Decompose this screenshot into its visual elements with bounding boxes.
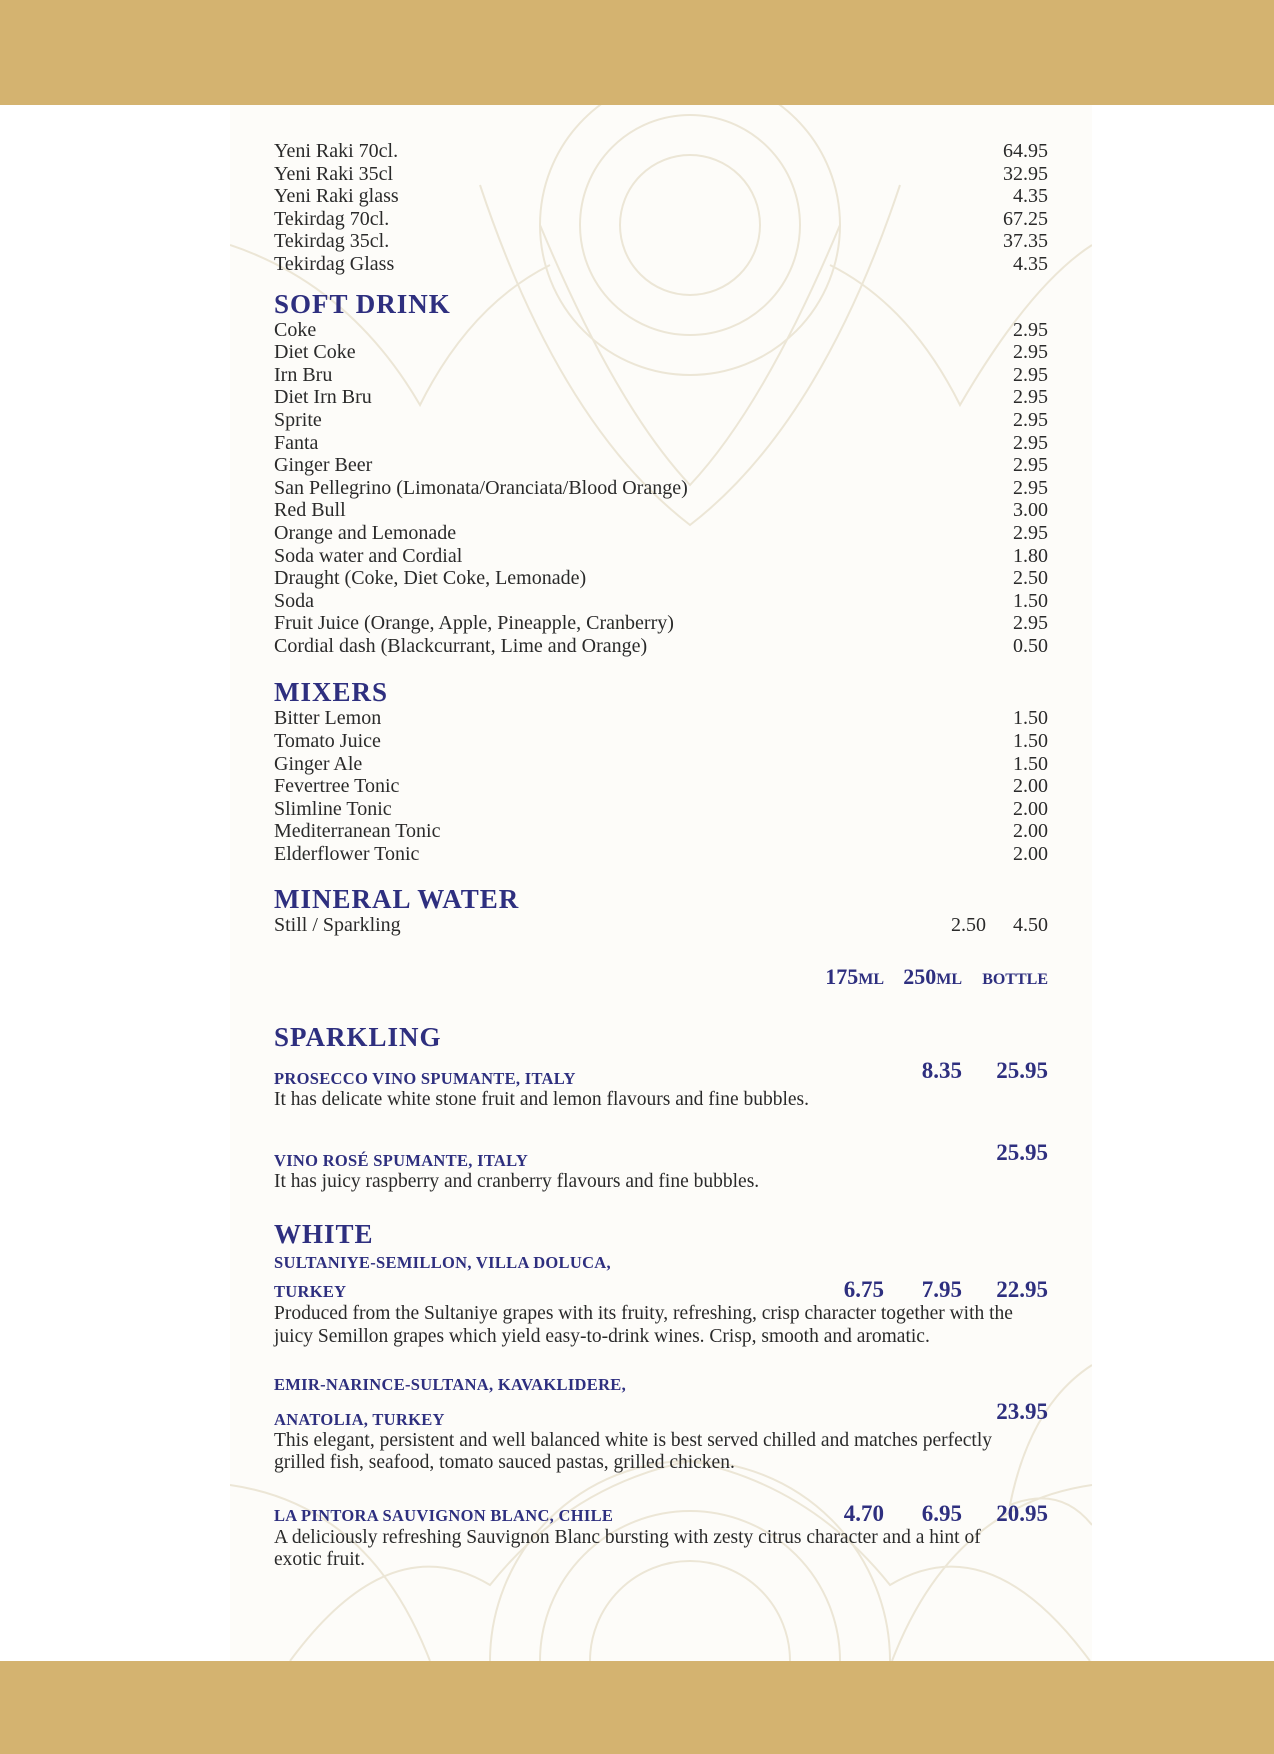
- wine-prices: [822, 1501, 1048, 1527]
- item-price: 1.80: [1013, 544, 1048, 567]
- wine-description-line2: grilled fish, seafood, tomato sauced pastas, grilled chicken.: [274, 1452, 735, 1474]
- price-250ml: [884, 1399, 962, 1425]
- item-name: Orange and Lemonade: [274, 521, 457, 544]
- item-name: Tekirdag Glass: [274, 252, 395, 275]
- item-price: 32.95: [1003, 162, 1048, 185]
- raki-list: [274, 140, 1048, 276]
- item-name: Yeni Raki 70cl.: [274, 140, 399, 162]
- item-price: 1.50: [1013, 589, 1048, 612]
- wine-entry: [274, 1058, 1048, 1112]
- menu-item-row: [274, 707, 1048, 730]
- item-name: Diet Irn Bru: [274, 386, 372, 409]
- price-175ml: [822, 1140, 884, 1166]
- menu-item-row: [274, 522, 1048, 545]
- item-price: 2.95: [1013, 454, 1048, 477]
- item-name: Yeni Raki glass: [274, 185, 399, 208]
- price-175ml: 6.75: [843, 1277, 884, 1303]
- item-name: Cordial dash (Blackcurrant, Lime and Orange): [274, 634, 648, 657]
- menu-item-row: [274, 208, 1048, 231]
- menu-item-row: [274, 753, 1048, 776]
- item-name: Coke: [274, 318, 317, 341]
- price-pair: [924, 914, 1048, 937]
- item-price: 64.95: [1003, 140, 1048, 162]
- price-175ml: [822, 1399, 884, 1425]
- wine-title-row: [274, 1058, 1048, 1089]
- wine-name-line2: ANATOLIA, TURKEY: [274, 1409, 445, 1429]
- menu-item-row: [274, 477, 1048, 500]
- price-large: 4.50: [1013, 913, 1048, 936]
- menu-item-row: [274, 798, 1048, 821]
- top-gold-band: [0, 0, 1274, 105]
- price-bottle: 23.95: [996, 1398, 1048, 1424]
- item-name: Fruit Juice (Orange, Apple, Pineapple, Cranberry): [274, 612, 674, 635]
- wine-prices: [822, 1058, 1048, 1084]
- item-name: Yeni Raki 35cl: [274, 162, 394, 185]
- item-price: 2.50: [1013, 567, 1048, 590]
- col-250ml: 250ML: [903, 964, 962, 990]
- item-price: 0.50: [1013, 634, 1048, 657]
- item-name: Ginger Ale: [274, 752, 363, 775]
- item-price: 2.95: [1013, 386, 1048, 409]
- price-250ml: 8.35: [921, 1058, 962, 1084]
- price-250ml: 7.95: [921, 1277, 962, 1303]
- menu-item-row: [274, 386, 1048, 409]
- wine-name: PROSECCO VINO SPUMANTE, ITALY: [274, 1069, 576, 1089]
- menu-item-row: [274, 140, 1048, 163]
- item-price: 1.50: [1013, 707, 1048, 730]
- item-name: Elderflower Tonic: [274, 843, 420, 866]
- item-price: 2.95: [1013, 318, 1048, 341]
- item-name: Diet Coke: [274, 341, 356, 364]
- price-bottle: 25.95: [996, 1139, 1048, 1165]
- wine-description: It has juicy raspberry and cranberry flavours and fine bubbles.: [274, 1170, 760, 1192]
- wine-name-line1: EMIR-NARINCE-SULTANA, KAVAKLIDERE,: [274, 1374, 627, 1394]
- item-name: San Pellegrino (Limonata/Oranciata/Blood Orange): [274, 476, 688, 499]
- item-price: 67.25: [1003, 207, 1048, 230]
- menu-content: [274, 140, 1048, 1572]
- menu-item-row: [274, 230, 1048, 253]
- price-small: 2.50: [951, 913, 986, 936]
- wine-prices: [822, 1399, 1048, 1425]
- item-name: Draught (Coke, Diet Coke, Lemonade): [274, 567, 587, 590]
- menu-item-row: [274, 341, 1048, 364]
- item-price: 2.95: [1013, 431, 1048, 454]
- item-name: Tekirdag 70cl.: [274, 207, 390, 230]
- menu-item-row: [274, 590, 1048, 613]
- item-price: 2.95: [1013, 408, 1048, 431]
- soft-drink-list: [274, 319, 1048, 658]
- item-name: Irn Bru: [274, 363, 333, 386]
- menu-item-row: [274, 545, 1048, 568]
- item-price: 2.00: [1013, 775, 1048, 798]
- wine-name: VINO ROSÉ SPUMANTE, ITALY: [274, 1150, 529, 1170]
- menu-item-row: [274, 499, 1048, 522]
- item-name: Fanta: [274, 431, 319, 454]
- wine-entry: [274, 1140, 1048, 1194]
- menu-item-row: [274, 612, 1048, 635]
- wine-name: LA PINTORA SAUVIGNON BLANC, CHILE: [274, 1505, 614, 1525]
- price-250ml: 6.95: [921, 1500, 962, 1526]
- bottom-gold-band: [0, 1661, 1274, 1754]
- wine-title-row: [274, 1399, 1048, 1430]
- item-name: Slimline Tonic: [274, 797, 392, 820]
- item-price: 1.50: [1013, 730, 1048, 753]
- item-name: Fevertree Tonic: [274, 775, 400, 798]
- mineral-water-row: [274, 914, 1048, 937]
- wine-title-row: [274, 1501, 1048, 1527]
- wine-prices: [822, 1140, 1048, 1166]
- white-list: [274, 1253, 1048, 1572]
- menu-item-row: [274, 730, 1048, 753]
- mineral-water-heading: MINERAL WATER: [274, 883, 520, 914]
- item-name: Ginger Beer: [274, 454, 373, 477]
- col-175ml: 175ML: [825, 964, 884, 990]
- item-name: Red Bull: [274, 499, 346, 522]
- wine-prices: [822, 1277, 1048, 1303]
- item-name: Sprite: [274, 408, 322, 431]
- wine-entry: [274, 1375, 1048, 1475]
- item-price: 2.95: [1013, 363, 1048, 386]
- menu-item-row: [274, 567, 1048, 590]
- item-price: 3.00: [1013, 499, 1048, 522]
- item-price: 2.95: [1013, 341, 1048, 364]
- item-name: Soda: [274, 589, 314, 612]
- item-name: Still / Sparkling: [274, 913, 401, 936]
- wine-description-line1: This elegant, persistent and well balanced white is best served chilled and matches perfectly: [274, 1429, 992, 1451]
- wine-name-line2: TURKEY: [274, 1282, 347, 1302]
- soft-drink-heading: SOFT DRINK: [274, 288, 451, 319]
- col-bottle: BOTTLE: [982, 971, 1048, 989]
- item-price: 2.00: [1013, 797, 1048, 820]
- item-price: 2.00: [1013, 843, 1048, 866]
- item-price: 1.50: [1013, 752, 1048, 775]
- item-name: Bitter Lemon: [274, 707, 382, 730]
- price-bottle: 22.95: [996, 1277, 1048, 1303]
- price-bottle: 20.95: [996, 1500, 1048, 1526]
- item-price: 4.35: [1013, 185, 1048, 208]
- menu-item-row: [274, 775, 1048, 798]
- item-price: 2.95: [1013, 476, 1048, 499]
- item-price: 4.35: [1013, 252, 1048, 275]
- menu-item-row: [274, 843, 1048, 866]
- menu-item-row: [274, 253, 1048, 276]
- item-price: 2.95: [1013, 521, 1048, 544]
- item-name: Mediterranean Tonic: [274, 820, 441, 843]
- wine-description: It has delicate white stone fruit and lemon flavours and fine bubbles.: [274, 1089, 810, 1111]
- item-name: Tekirdag 35cl.: [274, 230, 390, 253]
- price-175ml: 4.70: [843, 1500, 884, 1526]
- wine-description-line1: Produced from the Sultaniye grapes with its fruity, refreshing, crisp character together with the: [274, 1303, 1013, 1325]
- price-175ml: [822, 1058, 884, 1084]
- menu-item-row: [274, 185, 1048, 208]
- white-heading: WHITE: [274, 1219, 374, 1250]
- price-bottle: 25.95: [996, 1058, 1048, 1084]
- wine-description-line2: exotic fruit.: [274, 1549, 365, 1571]
- wine-entry: [274, 1253, 1048, 1348]
- menu-item-row: [274, 364, 1048, 387]
- wine-name-line1: SULTANIYE-SEMILLON, VILLA DOLUCA,: [274, 1253, 611, 1273]
- sparkling-list: [274, 1058, 1048, 1193]
- menu-item-row: [274, 163, 1048, 186]
- price-250ml: [884, 1140, 962, 1166]
- menu-item-row: [274, 635, 1048, 658]
- wine-title-row: [274, 1277, 1048, 1303]
- item-price: 2.00: [1013, 820, 1048, 843]
- menu-item-row: [274, 454, 1048, 477]
- item-price: 37.35: [1003, 230, 1048, 253]
- menu-item-row: [274, 409, 1048, 432]
- item-name: Tomato Juice: [274, 730, 381, 753]
- menu-item-row: [274, 820, 1048, 843]
- wine-title-row: [274, 1140, 1048, 1171]
- sparkling-heading: SPARKLING: [274, 1022, 442, 1053]
- item-price: 2.95: [1013, 612, 1048, 635]
- wine-column-headers: [274, 964, 1048, 990]
- mixers-heading: MIXERS: [274, 677, 389, 708]
- wine-description-line2: juicy Semillon grapes which yield easy-to-drink wines. Crisp, smooth and aromatic.: [274, 1326, 930, 1347]
- menu-item-row: [274, 432, 1048, 455]
- mixers-list: [274, 707, 1048, 865]
- menu-item-row: [274, 319, 1048, 342]
- wine-description-line1: A deliciously refreshing Sauvignon Blanc bursting with zesty citrus character and a hint of: [274, 1526, 981, 1548]
- wine-entry: [274, 1501, 1048, 1572]
- item-name: Soda water and Cordial: [274, 544, 463, 567]
